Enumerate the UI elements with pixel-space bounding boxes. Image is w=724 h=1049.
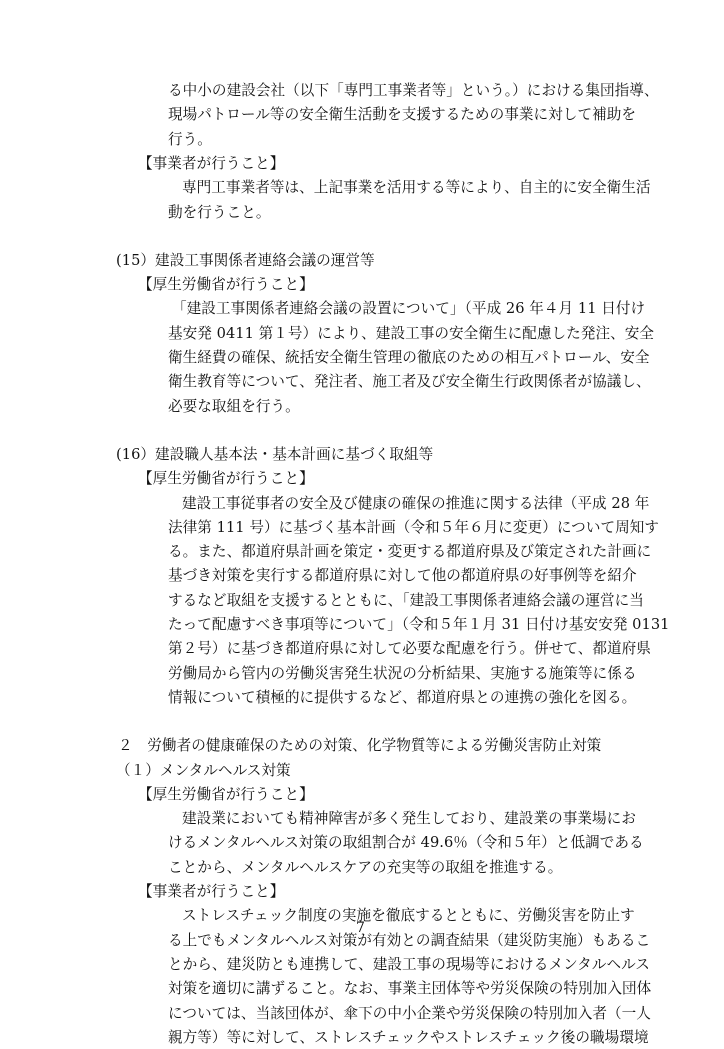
sub-heading: 【厚生労働省が行うこと】 — [138, 276, 314, 294]
text-line: る中小の建設会社（以下「専門工事業者等」という。）における集団指導、 — [168, 82, 659, 99]
text-line: る。また、都道府県計画を策定・変更する都道府県及び策定された計画に — [168, 543, 652, 561]
text-line: 建設工事従事者の安全及び健康の確保の推進に関する法律（平成 28 年 — [182, 494, 650, 512]
section-heading-16: (16）建設職人基本法・基本計画に基づく取組等 — [116, 445, 434, 463]
sub-heading: 【厚生労働省が行うこと】 — [138, 785, 314, 803]
text-line: するなど取組を支援するとともに、「建設工事関係者連絡会議の運営に当 — [168, 591, 644, 609]
text-line: 専門工事業者等は、上記事業を活用する等により、自主的に安全衛生活 — [182, 179, 651, 197]
text-line: ことから、メンタルヘルスケアの充実等の取組を推進する。 — [168, 858, 563, 876]
section-heading-15: (15）建設工事関係者連絡会議の運営等 — [116, 251, 375, 269]
text-line: 基づき対策を実行する都道府県に対して他の都道府県の好事例等を紹介 — [168, 567, 637, 585]
text-line: 衛生教育等について、発注者、施工者及び安全衛生行政関係者が協議し、 — [168, 373, 651, 391]
text-line: 「建設工事関係者連絡会議の設置について」（平成 26 年４月 11 日付け — [172, 300, 646, 318]
page-number: 7 — [356, 920, 365, 936]
text-line: 法律第 111 号）に基づく基本計画（令和５年６月に変更）について周知す — [168, 518, 660, 536]
sub-heading: 【厚生労働省が行うこと】 — [138, 470, 314, 488]
text-line: 必要な取組を行う。 — [168, 397, 300, 415]
text-line: 動を行うこと。 — [168, 203, 271, 221]
text-line: については、当該団体が、傘下の中小企業や労災保険の特別加入者（一人 — [168, 1004, 651, 1022]
text-line: 親方等）等に対して、ストレスチェックやストレスチェック後の職場環境 — [168, 1028, 649, 1046]
sub-heading: 【事業者が行うこと】 — [138, 154, 285, 172]
text-line: とから、建災防とも連携して、建設工事の現場等におけるメンタルヘルス — [168, 955, 650, 973]
text-line: 基安発 0411 第１号）により、建設工事の安全衛生に配慮した発注、安全 — [168, 324, 655, 342]
sub-heading: 【事業者が行うこと】 — [138, 883, 285, 900]
text-line: けるメンタルヘルス対策の取組割合が 49.6％（令和５年）と低調である — [168, 834, 644, 852]
text-line: 建設業においても精神障害が多く発生しており、建設業の事業場にお — [182, 810, 636, 828]
section-heading-2: ２ 労働者の健康確保のための対策、化学物質等による労働災害防止対策 — [118, 737, 602, 755]
text-line: 第２号）に基づき都道府県に対して必要な配慮を行う。併せて、都道府県 — [168, 640, 651, 658]
text-line: 行う。 — [168, 130, 212, 148]
text-line: 対策を適切に講ずること。なお、事業主団体等や労災保険の特別加入団体 — [168, 980, 652, 998]
text-line: 労働局から管内の労働災害発生状況の分析結果、実施する施策等に係る — [168, 664, 637, 682]
text-line: ストレスチェック制度の実施を徹底するとともに、労働災害を防止す — [182, 907, 635, 925]
text-line: 情報について積極的に提供するなど、都道府県との連携の強化を図る。 — [168, 688, 637, 706]
section-heading-2-1: （１）メンタルヘルス対策 — [116, 761, 291, 779]
text-line: 現場パトロール等の安全衛生活動を支援するための事業に対して補助を — [168, 106, 637, 124]
text-line: たって配慮すべき事項等について」（令和５年１月 31 日付け基安安発 0131 — [168, 616, 670, 633]
text-line: る上でもメンタルヘルス対策が有効との調査結果（建災防実施）もあるこ — [168, 931, 651, 949]
text-line: 衛生経費の確保、統括安全衛生管理の徹底のための相互パトロール、安全 — [168, 349, 650, 366]
